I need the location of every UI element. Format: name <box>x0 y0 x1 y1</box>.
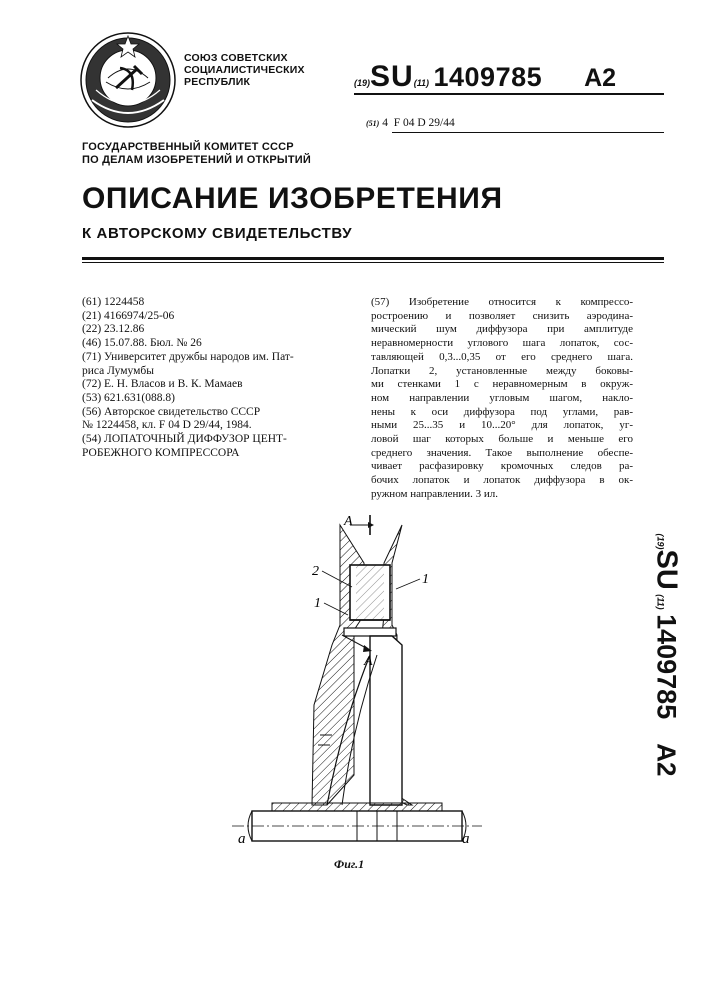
abstract-line: бочих лопаток и лопаток диффузора в ок- <box>371 474 633 487</box>
biblio-row: (72) Е. Н. Власов и В. К. Мамаев <box>82 378 243 391</box>
abstract-line: ными 25...35 и 10...20° для лопаток, уг- <box>371 419 633 432</box>
document-kind: A2 <box>584 64 617 92</box>
biblio-row: (54) ЛОПАТОЧНЫЙ ДИФФУЗОР ЦЕНТ- <box>82 433 287 446</box>
document-subtitle: К АВТОРСКОМУ СВИДЕТЕЛЬСТВУ <box>82 225 353 242</box>
biblio-row: риса Лумумбы <box>82 364 154 377</box>
title-rule-thin <box>82 262 664 263</box>
biblio-row: РОБЕЖНОГО КОМПРЕССОРА <box>82 446 240 459</box>
biblio-row: № 1224458, кл. F 04 D 29/44, 1984. <box>82 419 252 432</box>
figure-1-drawing <box>232 505 482 885</box>
abstract-line: ми стенками 1 с неравномерным в окруж- <box>371 378 633 391</box>
committee-line: ПО ДЕЛАМ ИЗОБРЕТЕНИЙ И ОТКРЫТИЙ <box>82 154 312 166</box>
org-line: РЕСПУБЛИК <box>184 76 251 88</box>
org-line: СОЦИАЛИСТИЧЕСКИХ <box>184 64 305 76</box>
country-code-label: (19) <box>354 78 371 88</box>
document-title: ОПИСАНИЕ ИЗОБРЕТЕНИЯ <box>82 182 503 215</box>
side-country-code: SU <box>650 549 683 590</box>
abstract-line: неравномерности углового шага лопаток, сос- <box>371 337 633 350</box>
biblio-row: (61) 1224458 <box>82 296 145 308</box>
abstract-line: ружном направлении. 3 ил. <box>371 487 499 500</box>
committee <box>82 141 311 167</box>
ipc-underline <box>392 132 664 133</box>
country-code: SU <box>370 60 414 93</box>
biblio-row: (22) 23.12.86 <box>82 323 145 336</box>
number-code-label: (11) <box>413 78 430 88</box>
section-label-top: А <box>344 514 353 529</box>
abstract-line: ном направлении угловым шагом, накло- <box>371 391 633 404</box>
biblio-row: (56) Авторское свидетельство СССР <box>82 405 261 418</box>
abstract-line: (57) Изобретение относится к компрессо- <box>371 296 633 308</box>
side-patent-number <box>646 500 686 810</box>
abstract-line: тавляющей 0,3...0,35 от его среднего шага. <box>371 350 633 363</box>
side-country-code-label: (19) <box>655 533 666 550</box>
shaft <box>232 803 482 841</box>
wall-label-left: 1 <box>314 596 321 611</box>
issuing-state <box>184 52 305 88</box>
patent-number: 1409785 <box>433 62 543 92</box>
abstract-line: нены к оси диффузора под углами, рав- <box>371 405 633 418</box>
committee-line: ГОСУДАРСТВЕННЫЙ КОМИТЕТ СССР <box>82 141 294 153</box>
biblio-row: (71) Университет дружбы народов им. Пат- <box>82 350 294 363</box>
ipc-value: F 04 D 29/44 <box>393 117 455 129</box>
ussr-state-emblem-icon <box>78 30 178 130</box>
section-label-bottom: А <box>364 654 373 669</box>
ipc-code-label: (51) <box>366 119 380 128</box>
abstract <box>371 296 633 502</box>
header-rule <box>354 93 664 95</box>
abstract-line: Лопатки 2, установленные между боковы- <box>371 364 633 377</box>
abstract-line: среднего значения. Такое выполнение обеспе- <box>371 446 633 459</box>
org-line: СОЮЗ СОВЕТСКИХ <box>184 52 288 64</box>
biblio-row: (21) 4166974/25-06 <box>82 309 175 322</box>
figure-caption: Фиг.1 <box>334 857 365 871</box>
biblio-row: (53) 621.631(088.8) <box>82 391 175 404</box>
title-rule-thick <box>82 257 664 260</box>
side-number-code-label: (11) <box>655 594 666 610</box>
bibliographic-data <box>82 296 352 460</box>
abstract-line: ловой шаг которых больше и меньше его <box>371 433 633 446</box>
axis-label-left: а <box>238 831 246 847</box>
side-document-kind: A2 <box>651 743 682 777</box>
wall-label-right: 1 <box>422 572 429 587</box>
ipc-classification <box>366 117 455 129</box>
abstract-line: мический шум диффузора при амплитуде <box>371 323 633 336</box>
abstract-line: чивает расфазировку кромочных следов ра- <box>371 460 633 473</box>
blade-label: 2 <box>312 564 319 579</box>
side-patent-number-value: 1409785 <box>651 614 682 720</box>
abstract-line: ростроению и позволяет снизить аэродина- <box>371 309 633 322</box>
ussr-emblem <box>78 30 178 130</box>
ipc-prefix: 4 <box>382 117 388 129</box>
biblio-row: (46) 15.07.88. Бюл. № 26 <box>82 337 202 350</box>
axis-label-right: а <box>462 831 470 847</box>
